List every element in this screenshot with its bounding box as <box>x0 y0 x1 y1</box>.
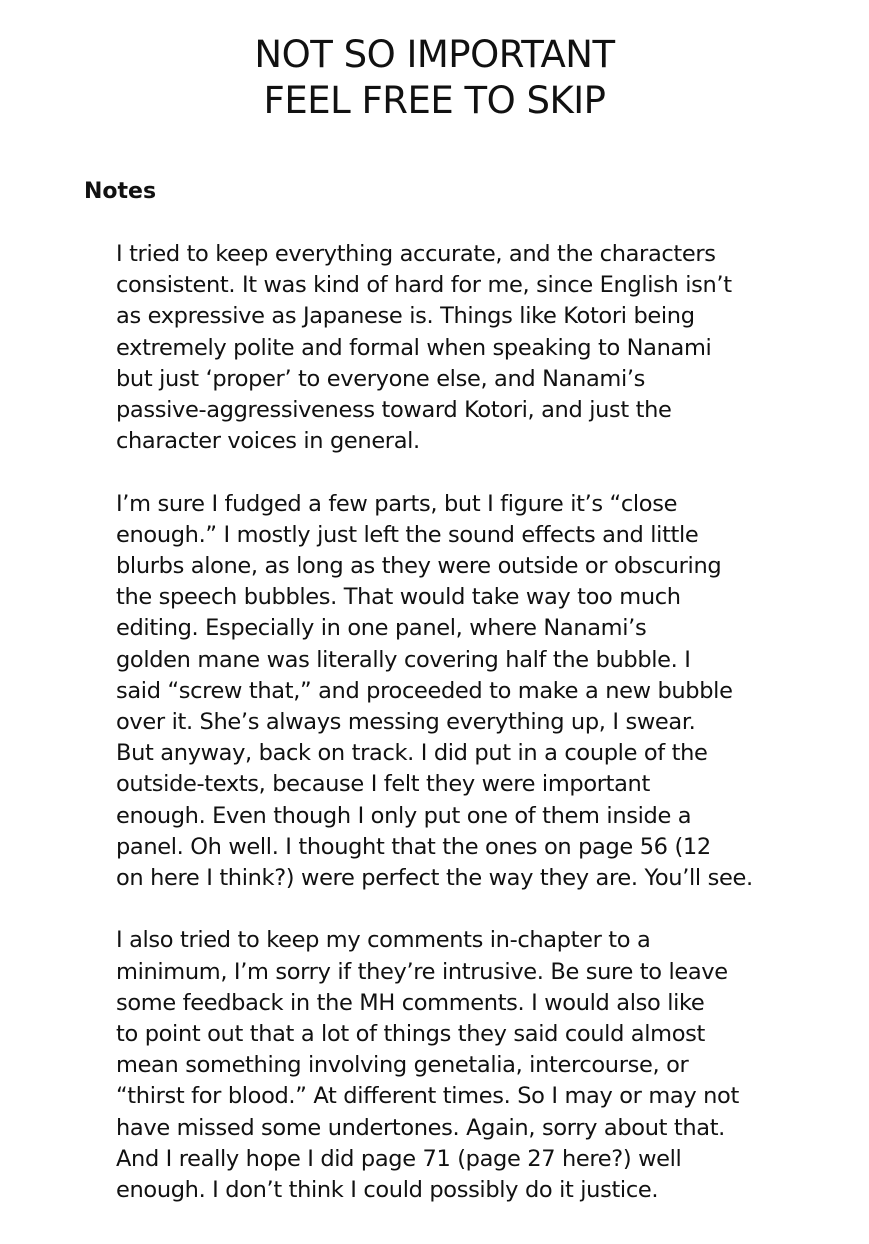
text-line: enough. Even though I only put one of them inside a <box>116 802 692 829</box>
text-line: on here I think?) were perfect the way they are. You’ll see. <box>116 865 753 892</box>
title-line: FEEL FREE TO SKIP <box>263 79 606 122</box>
text-line: the speech bubbles. That would take way too much <box>116 584 681 611</box>
text-line: minimum, I’m sorry if they’re intrusive. Be sure to leave <box>116 958 728 985</box>
paragraph <box>116 239 816 457</box>
title-line: NOT SO IMPORTANT <box>254 33 615 76</box>
text-line: editing. Especially in one panel, where Nanami’s <box>116 615 647 642</box>
paragraph <box>116 925 816 1206</box>
text-line: I also tried to keep my comments in-chapter to a <box>116 927 651 954</box>
text-line: mean something involving genetalia, intercourse, or <box>116 1052 689 1079</box>
text-line: panel. Oh well. I thought that the ones on page 56 (12 <box>116 833 711 860</box>
text-line: as expressive as Japanese is. Things like Kotori being <box>116 303 695 330</box>
text-line: passive-aggressiveness toward Kotori, and just the <box>116 397 672 424</box>
text-line: And I really hope I did page 71 (page 27 here?) well <box>116 1145 682 1172</box>
page-title <box>0 32 869 124</box>
text-line: outside-texts, because I felt they were important <box>116 771 650 798</box>
notes-body <box>116 239 816 1237</box>
text-line: enough. I don’t think I could possibly do it justice. <box>116 1177 659 1204</box>
text-line: to point out that a lot of things they said could almost <box>116 1021 705 1048</box>
text-line: extremely polite and formal when speaking to Nanami <box>116 334 712 361</box>
text-line: said “screw that,” and proceeded to make a new bubble <box>116 677 733 704</box>
text-line: golden mane was literally covering half the bubble. I <box>116 646 691 673</box>
text-line: I tried to keep everything accurate, and the characters <box>116 241 716 267</box>
text-line: consistent. It was kind of hard for me, since English isn’t <box>116 272 732 299</box>
text-line: I’m sure I fudged a few parts, but I figure it’s “close <box>116 490 678 517</box>
text-line: character voices in general. <box>116 428 420 455</box>
text-line: “thirst for blood.” At different times. So I may or may not <box>116 1083 739 1110</box>
text-line: have missed some undertones. Again, sorry about that. <box>116 1114 725 1141</box>
notes-heading: Notes <box>84 179 157 204</box>
text-line: some feedback in the MH comments. I would also like <box>116 989 705 1016</box>
paragraph <box>116 489 816 895</box>
text-line: enough.” I mostly just left the sound effects and little <box>116 521 699 548</box>
text-line: blurbs alone, as long as they were outside or obscuring <box>116 553 722 580</box>
text-line: over it. She’s always messing everything up, I swear. <box>116 709 696 736</box>
text-line: But anyway, back on track. I did put in a couple of the <box>116 740 708 767</box>
text-line: but just ‘proper’ to everyone else, and Nanami’s <box>116 365 646 392</box>
